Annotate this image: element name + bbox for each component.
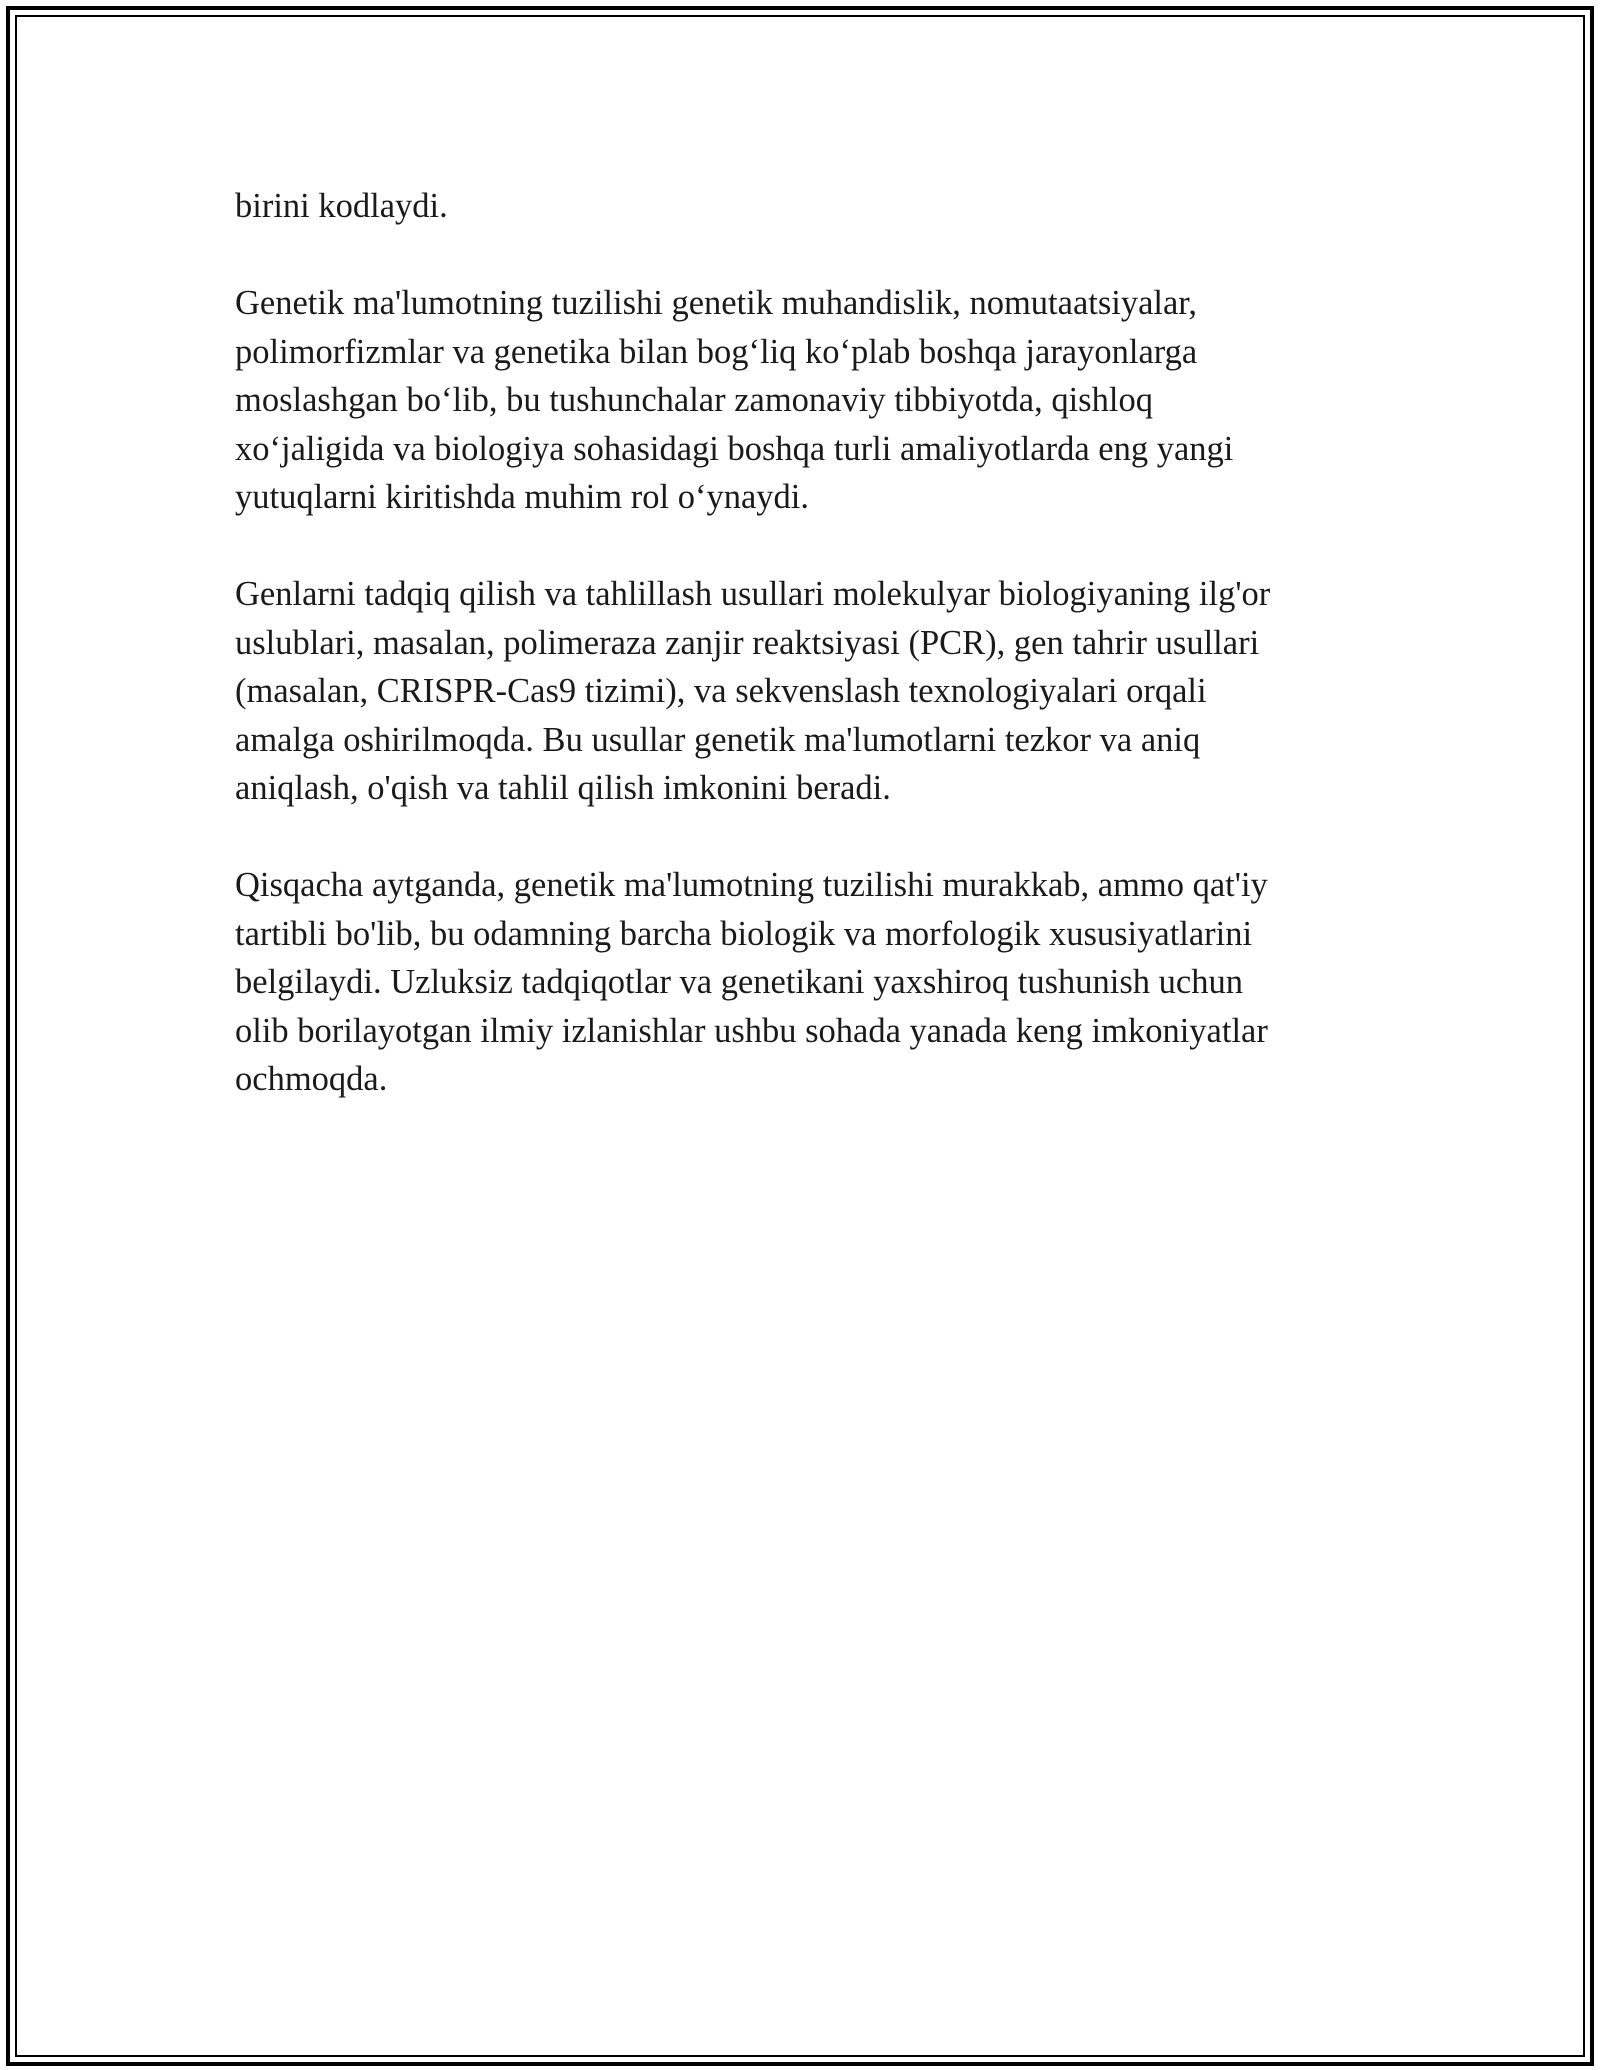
paragraph-genetic-info-structure: Genetik ma'lumotning tuzilishi genetik muhandislik, nomutaatsiyalar, polimorfizmlar va genetika bilan bog‘liq ko‘plab boshqa jarayonlarga moslashgan bo‘lib, bu tushunchalar zamonaviy tibbiyotda, qishloq xo‘jaligida va biologiya sohasidagi boshqa turli amaliyotlarda eng yangi yutuqlarni kiritishda muhim rol o‘ynaydi. xyxy=(235,284,1234,516)
paragraph-summary: Qisqacha aytganda, genetik ma'lumotning tuzilishi murakkab, ammo qat'iy tartibli bo'lib, bu odamning barcha biologik va morfologik xususiyatlarini belgilaydi. Uzluksiz tadqiqotlar va genetikani yaxshiroq tushunish uchun olib borilayotgan ilmiy izlanishlar ushbu sohada yanada keng imkoniyatlar ochmoqda. xyxy=(235,866,1268,1098)
document-body xyxy=(235,182,1360,1152)
paragraph-continuation: birini kodlaydi. xyxy=(235,187,448,225)
paragraph-research-methods: Genlarni tadqiq qilish va tahlillash usullari molekulyar biologiyaning ilg'or uslublari, masalan, polimeraza zanjir reaktsiyasi (PCR), gen tahrir usullari (masalan, CRISPR-Cas9 tizimi), va sekvenslash texnologiyalari orqali amalga oshirilmoqda. Bu usullar genetik ma'lumotlarni tezkor va aniq aniqlash, o'qish va tahlil qilish imkonini beradi. xyxy=(235,575,1271,807)
